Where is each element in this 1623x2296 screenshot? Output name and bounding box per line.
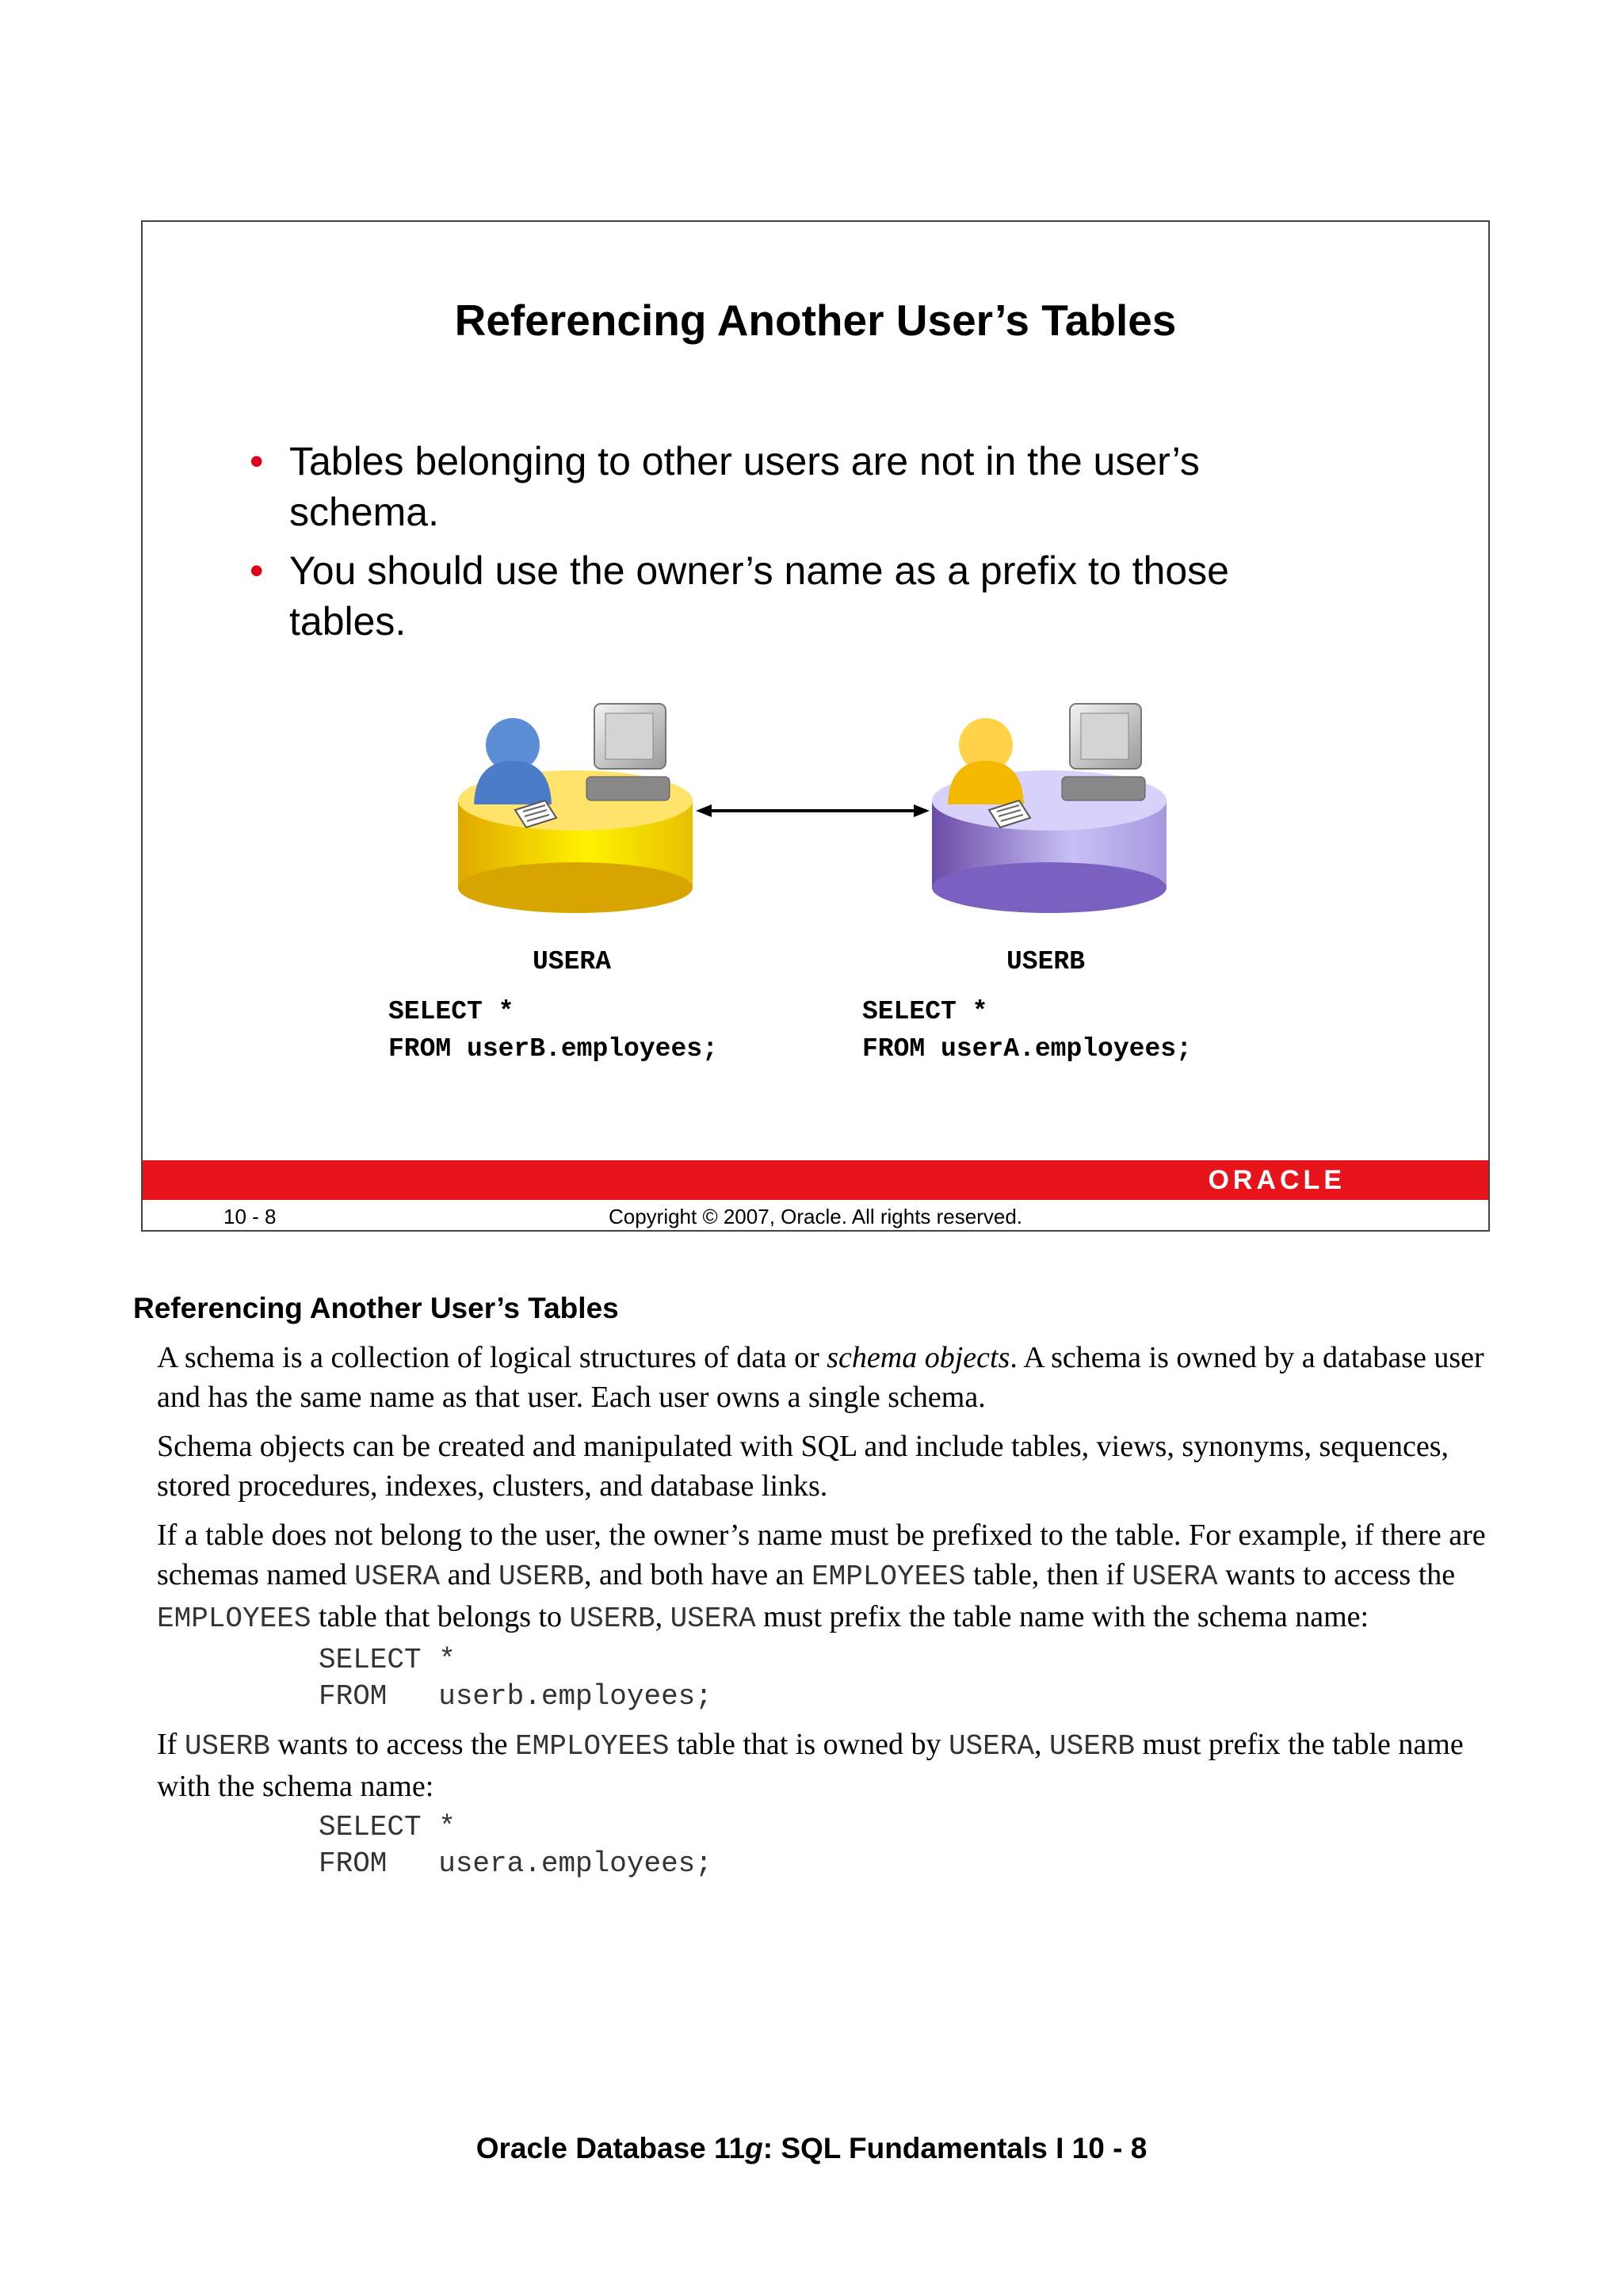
code-line: FROM userB.employees; (388, 1034, 718, 1064)
text-run: and (440, 1558, 498, 1591)
slide (141, 220, 1490, 1232)
footer-text: : SQL Fundamentals I 10 - 8 (762, 2132, 1148, 2164)
code-line: SELECT * (862, 997, 988, 1026)
code-term: USERB (569, 1603, 655, 1635)
paragraph (157, 1515, 1504, 1639)
code-line: FROM userA.employees; (862, 1034, 1192, 1064)
userb-query (862, 993, 1192, 1068)
text-run: , (1033, 1728, 1049, 1761)
brand-bar (143, 1160, 1488, 1200)
code-term: USERA (670, 1603, 756, 1635)
paragraph (157, 1725, 1504, 1806)
usera-label: USERA (533, 947, 612, 976)
usera-query (388, 993, 718, 1068)
userb-desk-icon (932, 704, 1167, 913)
text-run: . A schema is owned by a database user and has the same name as that user. Each user owns a single schema. (157, 1341, 1484, 1414)
code-term: USERB (1048, 1730, 1136, 1763)
code-term: EMPLOYEES (812, 1561, 966, 1593)
text-run: , and both have an (583, 1558, 812, 1591)
emphasis: schema objects (827, 1341, 1010, 1374)
code-term: USERA (1132, 1561, 1218, 1593)
footer-italic: g (745, 2132, 763, 2164)
paragraph: Schema objects can be created and manipulated with SQL and include tables, views, synonyms, sequences, stored procedures, indexes, clusters, and database links. (157, 1430, 1449, 1503)
notes-body (157, 1338, 1504, 1892)
text-run: must prefix the table name with the schema name: (157, 1728, 1464, 1803)
text-run: , (655, 1600, 670, 1633)
double-arrow-icon (696, 804, 930, 817)
code-example-1: SELECT * FROM userb.employees; (319, 1644, 712, 1713)
bullet-text: Tables belonging to other users are not in the user’s schema. (289, 439, 1200, 534)
bullet-dot-icon: • (250, 548, 264, 593)
text-run: wants to access the (269, 1728, 516, 1761)
code-term: USERB (184, 1730, 270, 1763)
text-run: table that is owned by (669, 1728, 949, 1761)
slide-footer (143, 1200, 1488, 1232)
userb-label: USERB (1006, 947, 1086, 976)
oracle-logo: ORACLE (1208, 1165, 1346, 1195)
text-run: If a table does not belong to the user, the owner’s name must be prefixed to the table. For example, if there are schemas named (157, 1519, 1486, 1591)
code-line: SELECT * (388, 997, 514, 1026)
copyright: Copyright © 2007, Oracle. All rights reserved. (608, 1205, 1023, 1228)
slide-title: Referencing Another User’s Tables (454, 296, 1177, 345)
text-run: must prefix the table name with the schema name: (755, 1600, 1369, 1633)
text-run: A schema is a collection of logical structures of data or (157, 1341, 827, 1374)
page-footer (0, 2132, 1623, 2165)
text-run: table, then if (965, 1558, 1132, 1591)
code-term: EMPLOYEES (515, 1730, 670, 1763)
footer-text: Oracle Database 11 (475, 2132, 746, 2164)
code-term: USERB (498, 1561, 584, 1593)
text-run: wants to access the (1217, 1558, 1456, 1591)
code-term: USERA (354, 1561, 441, 1593)
code-term: EMPLOYEES (157, 1603, 311, 1635)
text-run: table that belongs to (311, 1600, 570, 1633)
paragraph (157, 1338, 1504, 1417)
notes-heading: Referencing Another User’s Tables (133, 1292, 619, 1324)
bullet-dot-icon: • (250, 439, 264, 483)
code-term: USERA (948, 1730, 1034, 1763)
bullet-text: You should use the owner’s name as a prefix to those tables. (289, 548, 1229, 644)
code-example-2: SELECT * FROM usera.employees; (319, 1811, 712, 1880)
text-run: If (157, 1728, 185, 1761)
schema-diagram (143, 222, 1491, 1233)
usera-desk-icon (458, 704, 693, 913)
slide-number: 10 - 8 (223, 1205, 277, 1228)
